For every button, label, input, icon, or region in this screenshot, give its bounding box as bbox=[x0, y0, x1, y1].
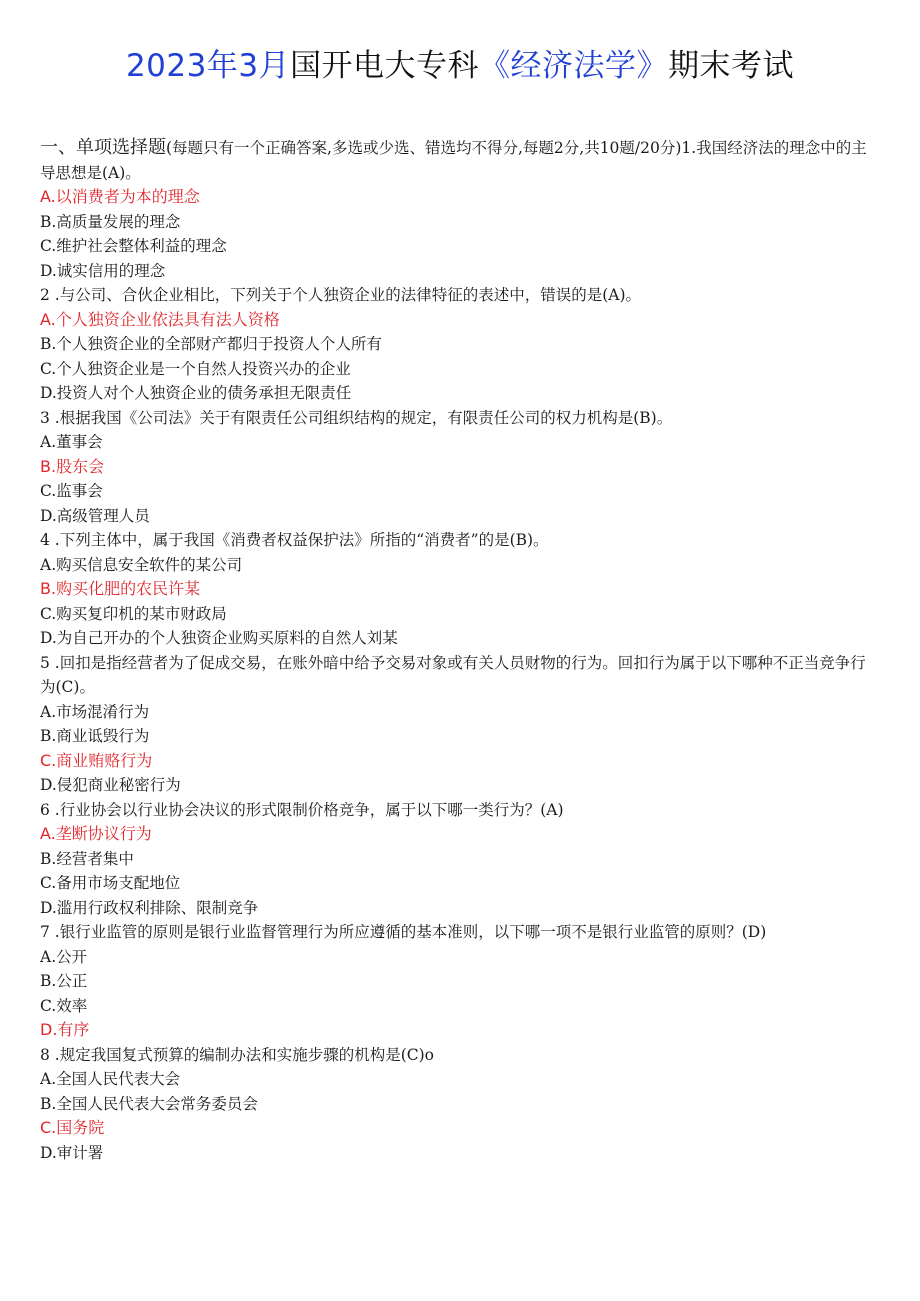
option-d: D.为自己开办的个人独资企业购买原料的自然人刘某 bbox=[40, 629, 398, 647]
section-intro bbox=[40, 136, 875, 185]
question-7 bbox=[40, 920, 875, 1043]
option-a: A.公开 bbox=[40, 947, 88, 966]
option-c: C.购买复印机的某市财政局 bbox=[40, 604, 227, 623]
section-heading: 一、单项选择题 bbox=[40, 137, 166, 158]
option-a: A.市场混淆行为 bbox=[40, 702, 150, 721]
question-8 bbox=[40, 1043, 875, 1166]
q1-option-d: D.诚实信用的理念 bbox=[40, 261, 166, 280]
option-b: B.购买化肥的农民许某 bbox=[40, 579, 201, 598]
question-2 bbox=[40, 283, 875, 406]
option-c: C.监事会 bbox=[40, 482, 103, 500]
question-stem: 4 .下列主体中，属于我国《消费者权益保护法》所指的“消费者”的是(B)。 bbox=[40, 531, 549, 549]
question-stem: 5 .回扣是指经营者为了促成交易，在账外暗中给予交易对象或有关人员财物的行为。回扣行为属于以下哪种不正当竞争行为(C)。 bbox=[40, 653, 866, 696]
option-b: B.全国人民代表大会常务委员会 bbox=[40, 1094, 258, 1113]
q1-option-c: C.维护社会整体利益的理念 bbox=[40, 237, 227, 255]
option-a: A.全国人民代表大会 bbox=[40, 1070, 181, 1088]
question-1-options bbox=[40, 185, 875, 283]
question-stem: 6 .行业协会以行业协会决议的形式限制价格竞争，属于以下哪一类行为？(A) bbox=[40, 800, 564, 819]
option-d: D.审计署 bbox=[40, 1143, 104, 1162]
document-title bbox=[0, 44, 920, 88]
q1-option-a: A.以消费者为本的理念 bbox=[40, 187, 200, 206]
option-b: B.公正 bbox=[40, 972, 88, 990]
option-b: B.经营者集中 bbox=[40, 849, 134, 868]
option-d: D.高级管理人员 bbox=[40, 506, 150, 525]
question-6 bbox=[40, 798, 875, 921]
question-stem: 3 .根据我国《公司法》关于有限责任公司组织结构的规定，有限责任公司的权力机构是(B)。 bbox=[40, 408, 673, 427]
question-5 bbox=[40, 651, 875, 798]
title-school: 国开电大专科 bbox=[290, 48, 480, 84]
document-body bbox=[40, 136, 875, 1165]
option-a: A.个人独资企业依法具有法人资格 bbox=[40, 309, 280, 329]
option-c: C.商业贿赂行为 bbox=[40, 750, 153, 770]
title-date: 2023年3月 bbox=[125, 48, 291, 84]
option-a: A.购买信息安全软件的某公司 bbox=[40, 555, 243, 574]
q1-option-b: B.高质量发展的理念 bbox=[40, 212, 181, 231]
title-course: 《经济法学》 bbox=[479, 48, 669, 84]
option-c: C.效率 bbox=[40, 996, 88, 1015]
option-c: C.国务院 bbox=[40, 1118, 105, 1137]
option-b: B.个人独资企业的全部财产都归于投资人个人所有 bbox=[40, 335, 382, 353]
option-b: B.商业诋毁行为 bbox=[40, 727, 150, 745]
option-d: D.投资人对个人独资企业的债务承担无限责任 bbox=[40, 384, 352, 402]
question-4 bbox=[40, 528, 875, 651]
question-stem: 2 .与公司、合伙企业相比，下列关于个人独资企业的法律特征的表述中，错误的是(A)。 bbox=[40, 286, 642, 304]
section-instructions: (每题只有一个正确答案,多选或少选、错选均不得分,每题2分,共10题/20分)1.我国经济法的理念中的主导思想是(A)。 bbox=[40, 139, 867, 182]
option-a: A.垄断协议行为 bbox=[40, 824, 152, 843]
option-d: D.有序 bbox=[40, 1020, 90, 1039]
option-a: A.董事会 bbox=[40, 433, 103, 451]
question-3 bbox=[40, 406, 875, 529]
option-b: B.股东会 bbox=[40, 456, 105, 476]
option-c: C.个人独资企业是一个自然人投资兴办的企业 bbox=[40, 359, 351, 378]
option-d: D.滥用行政权利排除、限制竞争 bbox=[40, 898, 259, 917]
option-d: D.侵犯商业秘密行为 bbox=[40, 776, 181, 794]
title-exam: 期末考试 bbox=[668, 48, 795, 84]
question-stem: 8 .规定我国复式预算的编制办法和实施步骤的机构是(C)o bbox=[40, 1045, 435, 1064]
option-c: C.备用市场支配地位 bbox=[40, 874, 181, 892]
question-stem: 7 .银行业监管的原则是银行业监督管理行为所应遵循的基本准则，以下哪一项不是银行业监管的原则？(D) bbox=[40, 923, 767, 941]
